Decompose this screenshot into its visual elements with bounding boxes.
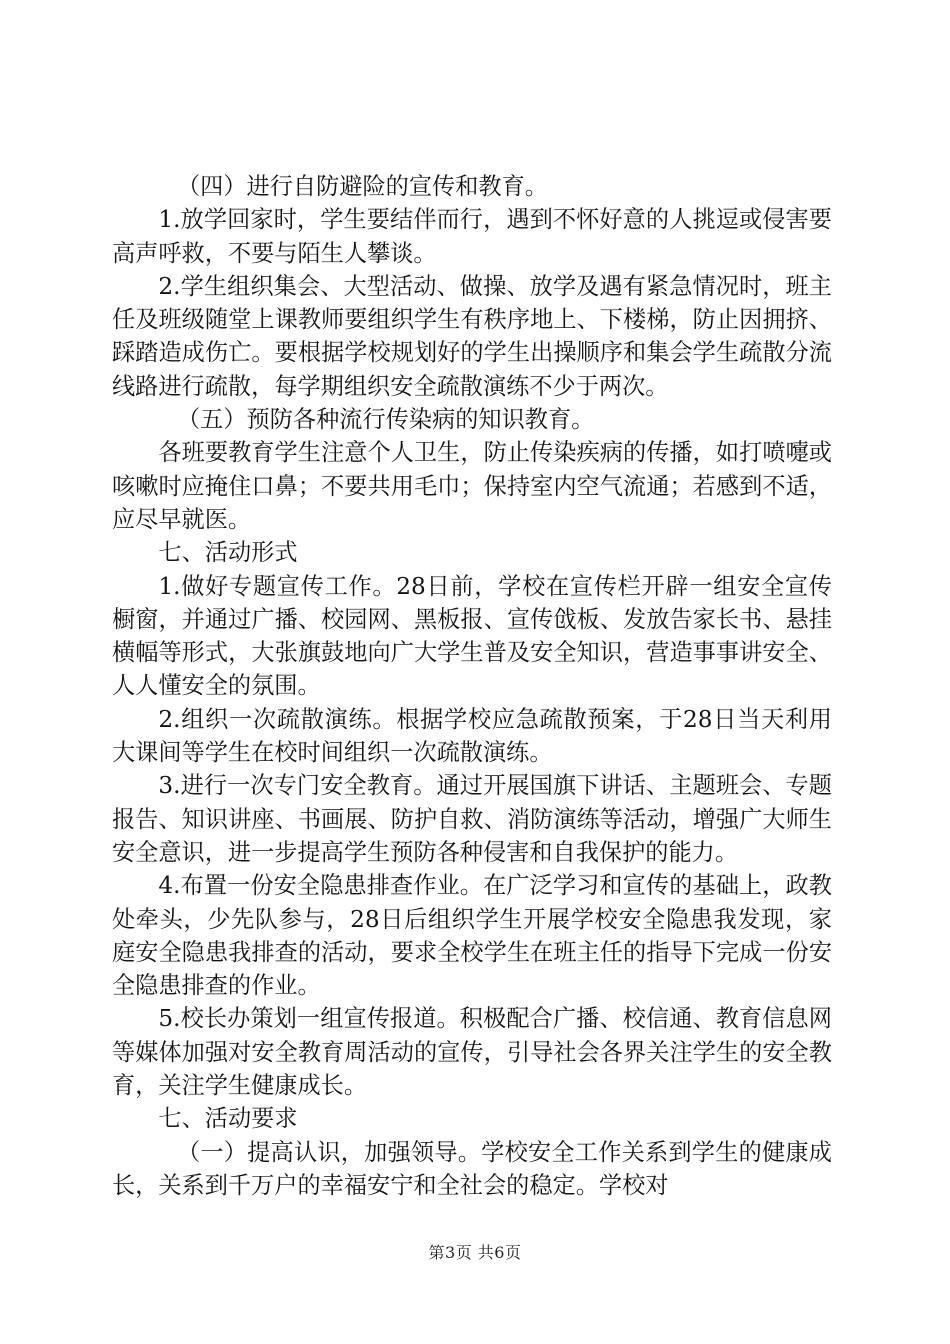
- paragraph: 2.学生组织集会、大型活动、做操、放学及遇有紧急情况时，班主任及班级随堂上课教师要组织学生有秩序地上、下楼梯，防止因拥挤、踩踏造成伤亡。要根据学校规划好的学生出操顺序和集会学生疏散分流线路进行疏散，每学期组织安全疏散演练不少于两次。: [112, 272, 832, 400]
- page-number-footer: 第3页 共6页: [428, 1243, 522, 1262]
- paragraph: 2.组织一次疏散演练。根据学校应急疏散预案，于28日当天利用大课间等学生在校时间组织一次疏散演练。: [112, 705, 832, 767]
- document-body: [112, 170, 832, 1202]
- section-heading: （四）进行自防避险的宣传和教育。: [176, 173, 548, 200]
- section-heading: （五）预防各种流行传染病的知识教育。: [176, 406, 595, 434]
- paragraph: 1.做好专题宣传工作。28日前，学校在宣传栏开辟一组安全宣传橱窗，并通过广播、校园网、黑板报、宣传戗板、发放告家长书、悬挂横幅等形式，大张旗鼓地向广大学生普及安全知识，营造事事讲安全、人人懂安全的氛围。: [112, 572, 832, 700]
- paragraph: （一）提高认识，加强领导。学校安全工作关系到学生的健康成长，关系到千万户的幸福安宁和全社会的稳定。学校对: [112, 1138, 832, 1199]
- paragraph: 4.布置一份安全隐患排查作业。在广泛学习和宣传的基础上，政教处牵头，少先队参与，28日后组织学生开展学校安全隐患我发现，家庭安全隐患我排查的活动，要求全校学生在班主任的指导下完成一份安全隐患排查的作业。: [112, 872, 832, 1000]
- paragraph: 3.进行一次专门安全教育。通过开展国旗下讲话、主题班会、专题报告、知识讲座、书画展、防护自救、消防演练等活动，增强广大师生安全意识，进一步提高学生预防各种侵害和自我保护的能力。: [112, 772, 832, 866]
- paragraph: 5.校长办策划一组宣传报道。积极配合广播、校信通、教育信息网等媒体加强对安全教育周活动的宣传，引导社会各界关注学生的安全教育，关注学生健康成长。: [112, 1005, 832, 1100]
- section-heading: 七、活动形式: [158, 539, 298, 567]
- paragraph: 各班要教育学生注意个人卫生，防止传染疾病的传播，如打喷嚏或咳嗽时应掩住口鼻；不要共用毛巾；保持室内空气流通；若感到不适，应尽早就医。: [112, 439, 832, 533]
- paragraph: 1.放学回家时，学生要结伴而行，遇到不怀好意的人挑逗或侵害要高声呼救，不要与陌生人攀谈。: [112, 206, 832, 267]
- section-heading: 七、活动要求: [158, 1105, 298, 1133]
